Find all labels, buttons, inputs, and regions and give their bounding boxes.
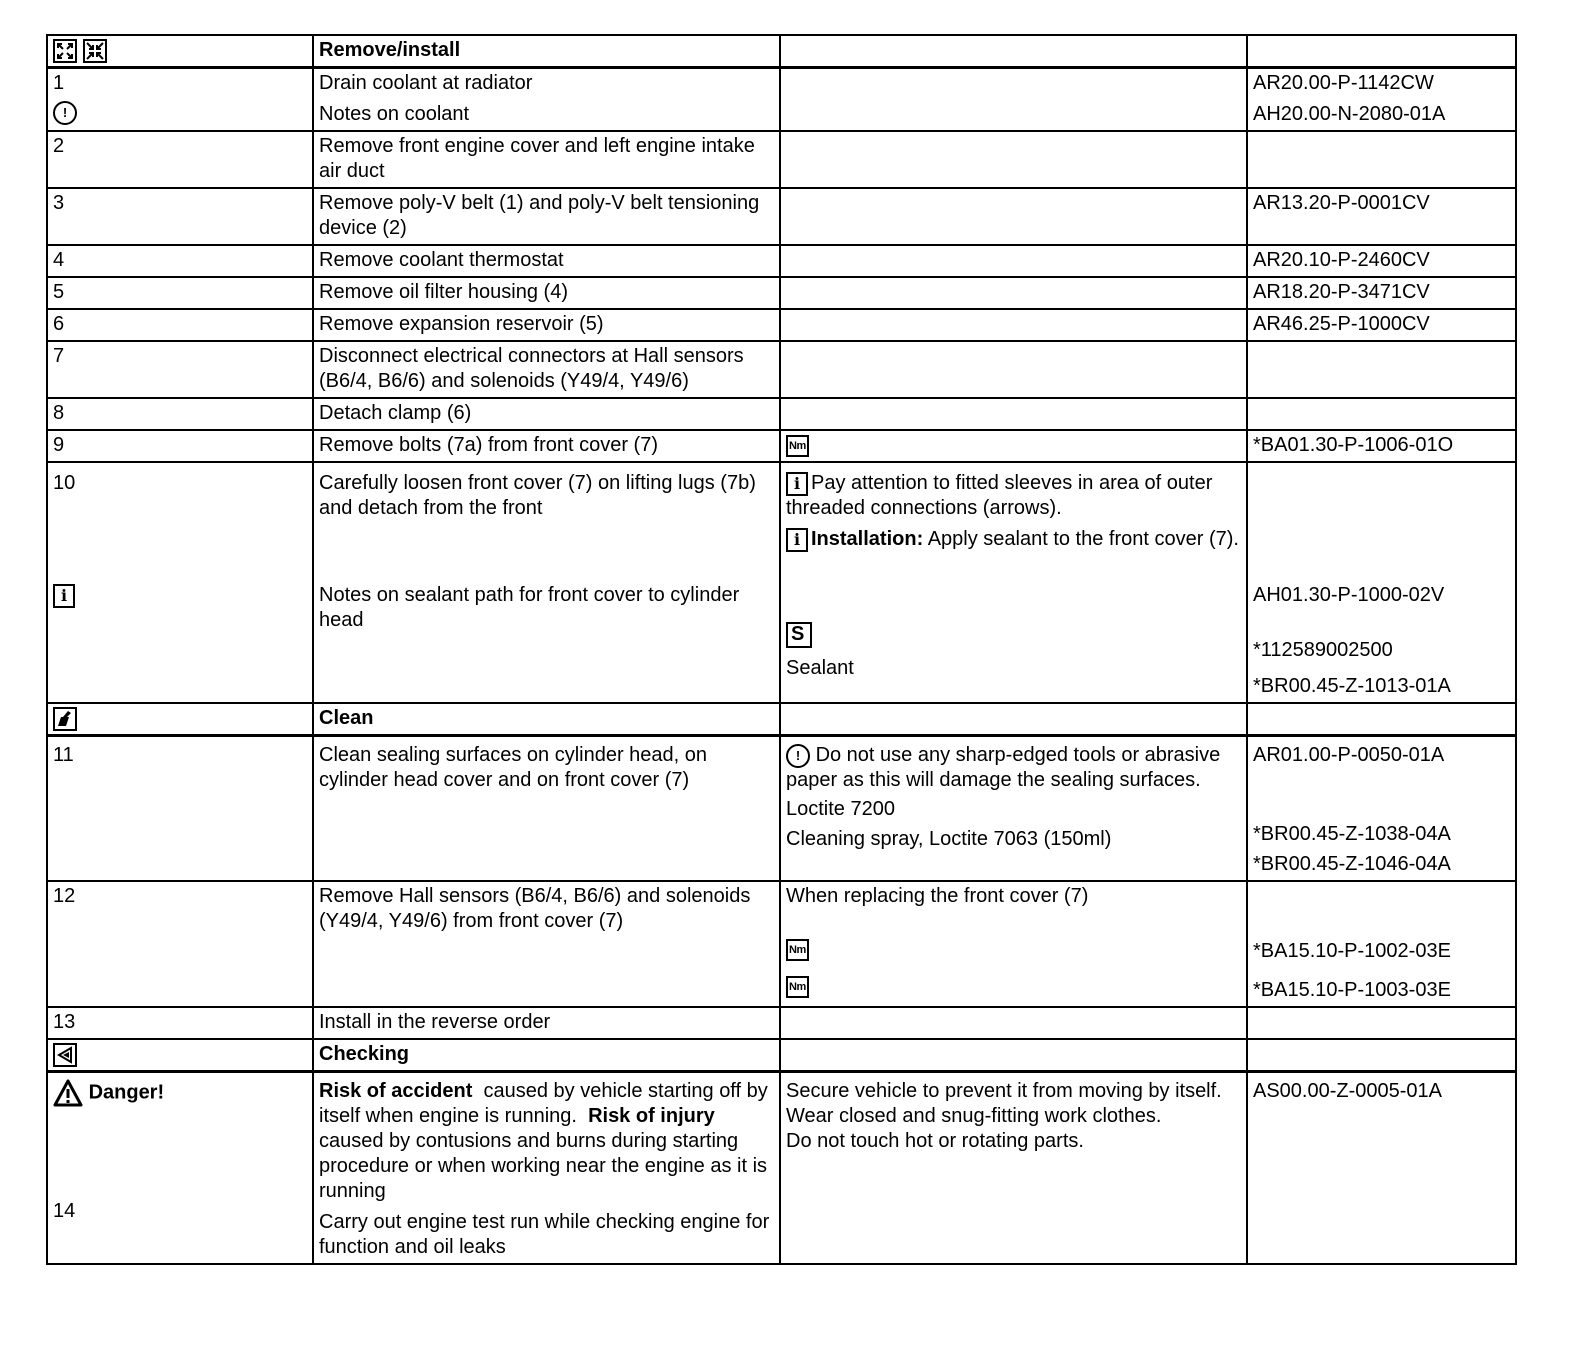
- safety-measure: Wear closed and snug-fitting work clothes.: [786, 1105, 1162, 1127]
- danger-label: Danger!: [88, 1081, 165, 1104]
- safety-measure: Do not touch hot or rotating parts.: [786, 1130, 1084, 1152]
- header-icons: [47, 35, 313, 68]
- reference-link[interactable]: AR01.00-P-0050-01A: [1253, 744, 1445, 766]
- condition-note: When replacing the front cover (7): [786, 885, 1089, 907]
- step-number: 11: [47, 736, 313, 882]
- step-number: 4: [47, 245, 313, 277]
- safety-measure: Secure vehicle to prevent it from moving by itself.: [786, 1080, 1222, 1102]
- clean-icon: [53, 707, 77, 731]
- reference-link[interactable]: AR46.25-P-1000CV: [1247, 309, 1516, 341]
- installation-label: Installation:: [811, 528, 924, 550]
- reference-link[interactable]: AR18.20-P-3471CV: [1247, 277, 1516, 309]
- material-name: Loctite 7200: [786, 798, 895, 820]
- info-icon: i: [53, 584, 75, 608]
- step-number: 3: [47, 188, 313, 245]
- notice-icon: !: [53, 101, 77, 125]
- notice-icon: !: [786, 744, 810, 768]
- table-row: [47, 398, 1516, 430]
- step-text: Install in the reverse order: [313, 1007, 780, 1039]
- table-row: [47, 1072, 1516, 1265]
- section-row-clean: [47, 703, 1516, 736]
- note-text: Notes on coolant: [319, 103, 470, 125]
- special-tool-icon[interactable]: S: [786, 622, 812, 648]
- section-title: Clean: [313, 703, 780, 736]
- step-number: 8: [47, 398, 313, 430]
- reference-link[interactable]: *BR00.45-Z-1046-04A: [1253, 853, 1451, 875]
- reference-link[interactable]: *112589002500: [1253, 639, 1393, 661]
- expand-icon: [53, 39, 77, 63]
- table-row: [47, 188, 1516, 245]
- table-row: [47, 341, 1516, 398]
- step-number: 7: [47, 341, 313, 398]
- torque-nm-icon[interactable]: Nm: [786, 939, 809, 961]
- step-text: Carry out engine test run while checking engine for function and oil leaks: [319, 1211, 770, 1258]
- note-text: Notes on sealant path for front cover to cylinder head: [319, 584, 740, 631]
- table-row: [47, 68, 1516, 132]
- step-number: 1: [53, 72, 65, 94]
- step-number: 14: [53, 1200, 76, 1222]
- warning-triangle-icon: [53, 1079, 83, 1107]
- step-text: Detach clamp (6): [313, 398, 780, 430]
- table-row: [47, 309, 1516, 341]
- info-icon: i: [786, 528, 808, 552]
- reference-link[interactable]: AR20.10-P-2460CV: [1247, 245, 1516, 277]
- table-row: [47, 881, 1516, 1007]
- reference-link[interactable]: *BA01.30-P-1006-01O: [1247, 430, 1516, 462]
- torque-nm-icon[interactable]: Nm: [786, 976, 809, 998]
- step-text: Clean sealing surfaces on cylinder head, on cylinder head cover and on front cover (7): [313, 736, 780, 882]
- section-title: Checking: [313, 1039, 780, 1072]
- step-text: Drain coolant at radiator: [319, 72, 533, 94]
- step-number: 10: [53, 472, 76, 494]
- reference-link[interactable]: AR20.00-P-1142CW: [1253, 72, 1434, 94]
- step-text: Remove front engine cover and left engine intake air duct: [313, 131, 780, 188]
- table-row: [47, 462, 1516, 703]
- step-number: 6: [47, 309, 313, 341]
- step-text: Remove Hall sensors (B6/4, B6/6) and solenoids (Y49/4, Y49/6) from front cover (7): [313, 881, 780, 1007]
- procedure-table: [46, 34, 1517, 1265]
- table-row: [47, 736, 1516, 882]
- step-text: Remove coolant thermostat: [313, 245, 780, 277]
- reference-link[interactable]: *BA15.10-P-1002-03E: [1253, 940, 1451, 962]
- table-row: [47, 1007, 1516, 1039]
- info-icon: i: [786, 472, 808, 496]
- warning-note: Do not use any sharp-edged tools or abrasive paper as this will damage the sealing surfaces.: [786, 744, 1221, 791]
- step-number: 12: [47, 881, 313, 1007]
- reference-link[interactable]: AH01.30-P-1000-02V: [1253, 584, 1445, 606]
- material-name: Cleaning spray, Loctite 7063 (150ml): [786, 828, 1112, 850]
- torque-nm-icon[interactable]: Nm: [786, 435, 809, 457]
- step-number: 5: [47, 277, 313, 309]
- collapse-icon: [83, 39, 107, 63]
- reference-link[interactable]: AH20.00-N-2080-01A: [1253, 103, 1446, 125]
- step-number: 13: [47, 1007, 313, 1039]
- reference-link[interactable]: *BR00.45-Z-1038-04A: [1253, 823, 1451, 845]
- step-number: 2: [47, 131, 313, 188]
- section-row-checking: [47, 1039, 1516, 1072]
- danger-text: Risk of accident caused by vehicle starting off by itself when engine is running. Risk of injury caused by contusions and burns during starting procedure or when working near the engine as it is running: [319, 1080, 774, 1202]
- step-number: 9: [47, 430, 313, 462]
- step-text: Carefully loosen front cover (7) on lifting lugs (7b) and detach from the front: [319, 472, 756, 519]
- reference-link[interactable]: *BA15.10-P-1003-03E: [1253, 979, 1451, 1001]
- check-icon: [53, 1043, 77, 1067]
- step-text: Remove oil filter housing (4): [313, 277, 780, 309]
- reference-link[interactable]: *BR00.45-Z-1013-01A: [1253, 675, 1451, 697]
- info-note: Apply sealant to the front cover (7).: [923, 528, 1239, 550]
- sealant-label: Sealant: [786, 657, 854, 679]
- table-row: [47, 131, 1516, 188]
- reference-link[interactable]: AR13.20-P-0001CV: [1247, 188, 1516, 245]
- reference-link[interactable]: AS00.00-Z-0005-01A: [1253, 1080, 1443, 1102]
- table-row: [47, 245, 1516, 277]
- header-title: Remove/install: [313, 35, 780, 68]
- step-text: Remove bolts (7a) from front cover (7): [313, 430, 780, 462]
- info-note: Pay attention to fitted sleeves in area of outer threaded connections (arrows).: [786, 472, 1213, 519]
- step-text: Remove poly-V belt (1) and poly-V belt tensioning device (2): [313, 188, 780, 245]
- header-row: [47, 35, 1516, 68]
- step-text: Remove expansion reservoir (5): [313, 309, 780, 341]
- step-text: Disconnect electrical connectors at Hall sensors (B6/4, B6/6) and solenoids (Y49/4, Y49/6): [313, 341, 780, 398]
- table-row: [47, 277, 1516, 309]
- table-row: [47, 430, 1516, 462]
